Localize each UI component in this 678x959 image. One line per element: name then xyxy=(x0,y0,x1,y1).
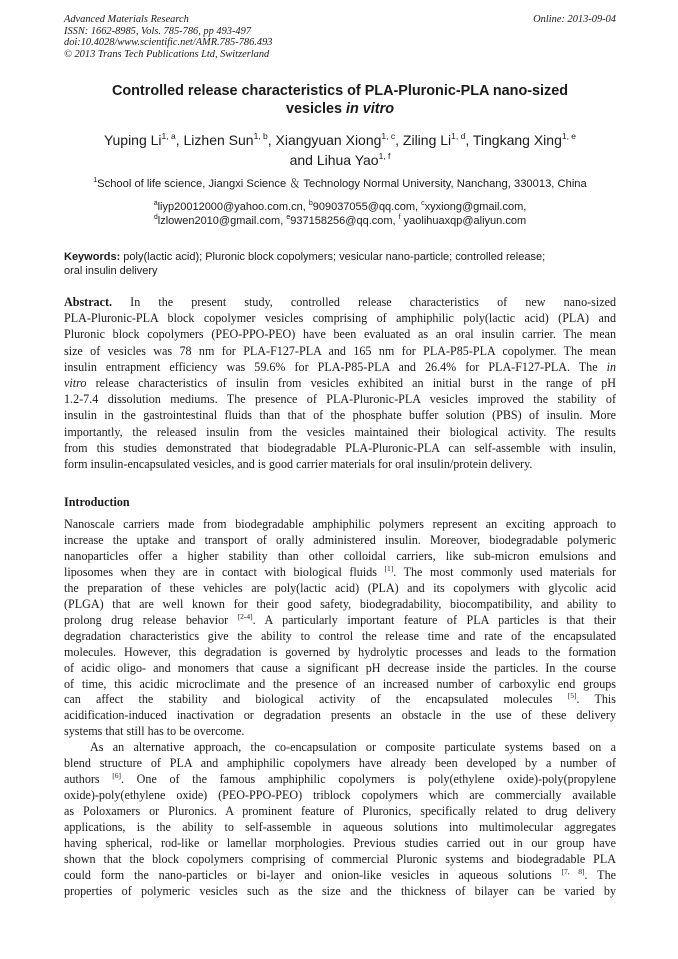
text-line: Nanoscale carriers made from biodegradable amphiphilic polymers represent an exciting approach to xyxy=(64,517,616,531)
keywords: Keywords: poly(lactic acid); Pluronic block copolymers; vesicular nano-particle; controlled release; oral insulin delivery xyxy=(64,251,546,277)
text-line: oxide)-poly(ethylene oxide) (PEO-PPO-PEO) triblock copolymers which are commercially available xyxy=(64,788,616,803)
author-affil: 1, e xyxy=(561,131,577,141)
online-date: Online: 2013-09-04 xyxy=(533,14,616,25)
text-line: (PLGA) that are well known for their good safety, biodegradability, biocompatibility, and ability to xyxy=(64,596,616,611)
author-name: Lizhen Sun xyxy=(183,132,254,148)
email-link[interactable]: lzlowen2010@gmail.com, xyxy=(157,215,287,227)
text-line: acidification-induced inactivation or degradation presents an obstacle in the use of these delivery xyxy=(64,708,616,723)
issn-line: ISSN: 1662-8985, Vols. 785-786, pp 493-497 xyxy=(64,25,252,37)
text-line: shown that the block copolymers comprising of commercial Pluronic systems and biodegradable PLA xyxy=(64,852,616,867)
affiliation: $^1$School of life science, Jiangxi Science ＆ Technology Normal University, Nanchang, 330013, China xyxy=(93,177,587,190)
email-line-1: $^a$liyp20012000@yahoo.com.cn, $^b$909037055@qq.com, $^c$xyxiong@gmail.com, xyxy=(153,200,527,213)
text-line: as Poloxamers or Pluronics. A prominent feature of Pluronics, specifically related to drug delivery xyxy=(64,804,616,819)
title-line-2: vesicles in vitro xyxy=(286,101,394,117)
text-line: liposomes when they are in contact with biological fluids [1]. The most commonly used materials for xyxy=(64,563,616,579)
doi-line: doi:10.4028/www.scientific.net/AMR.785-786.493 xyxy=(64,37,273,49)
title-line-1: Controlled release characteristics of PLA-Pluronic-PLA nano-sized xyxy=(111,83,569,99)
author-affil: 1, d xyxy=(451,131,466,141)
author-line-2 xyxy=(64,150,616,170)
text-line: of time, this acidic microclimate and the presence of an increased number of carboxylic end groups xyxy=(64,676,616,691)
abstract-label: Abstract. xyxy=(64,295,113,309)
text-line: can affect the stability and biological activity of the encapsulated molecules [5]. This xyxy=(64,691,616,707)
text-line: prolong drug release behavior [2-4]. A particularly important feature of PLA particles is that their xyxy=(64,611,616,627)
copyright-line: © 2013 Trans Tech Publications Ltd, Switzerland xyxy=(64,48,270,60)
text-line: of acidic oligo- and monomers that cause a significant pH decrease inside the particles. In the course xyxy=(64,660,616,675)
citation[interactable]: [2-4] xyxy=(237,611,253,621)
section-heading-introduction: Introduction xyxy=(64,495,130,509)
citation[interactable]: [1] xyxy=(384,563,394,573)
text-line: blend structure of PLA and amphiphilic copolymers have already been developed by a number of xyxy=(64,756,616,771)
email-link[interactable]: yaolihuaxqp@aliyun.com xyxy=(400,215,527,227)
abstract: Abstract. In the present study, controlled release characteristics of new nano-sized PLA-Pluronic-PLA block copolymer vesicles comprising of amphiphilic poly(lactic acid) (PLA) and Pluronic block copolymers (PEO-PPO-PEO) have been evaluated as an oral insulin carrier. The mean size of vesicles was 78 nm for PLA-F127-PLA and 165 nm for PLA-P85-PLA copolymer. The mean insulin entrapment efficiency was 59.6% for PLA-P85-PLA and 26.4% for PLA-F127-PLA. The in vitro release characteristics of insulin from vesicles exhibited an initial burst in the range of pH 1.2-7.4 dissolution mediums. The presence of PLA-Pluronic-PLA vesicles improved the stability of insulin in the gastrointestinal fluids than that of the phosphate buffer solution (PBS) of insulin. More importantly, the released insulin from the vesicles maintained their biological activity. The results from this studies demonstrated that biodegradable PLA-Pluronic-PLA can self-assemble with insulin, form insulin-encapsulated vesicles, and is good carrier materials for oral insulin/protein delivery. xyxy=(64,295,616,472)
author-affil: 1, a xyxy=(161,131,176,141)
author-name: Yuping Li xyxy=(103,132,162,148)
paragraph-2 xyxy=(64,740,616,900)
author-affil: 1, c xyxy=(381,131,396,141)
text-line: degradation characteristics give the ability to control the release time and rate of the encapsulated xyxy=(64,628,616,643)
email-link[interactable]: 937158256@qq.com, xyxy=(290,215,399,227)
author-list xyxy=(64,130,616,170)
email-list xyxy=(64,200,616,228)
text-line: nanoparticles offer a higher stability than other colloidal carriers, like sub-micron emulsions and xyxy=(64,548,616,563)
email-link[interactable]: liyp20012000@yahoo.com.cn, xyxy=(157,201,309,213)
citation[interactable]: [5] xyxy=(567,691,577,701)
text-line: applications, is the ability to self-assemble in aqueous solutions into multimolecular aggregates xyxy=(64,820,616,835)
text-line: increase the uptake and transport of orally administered insulin. Moreover, biodegradable polymeric xyxy=(64,532,616,547)
introduction-body xyxy=(64,517,616,900)
journal-name: Advanced Materials Research xyxy=(64,14,189,25)
author-affil: 1, b xyxy=(253,131,268,141)
author-name: Tingkang Xing xyxy=(472,132,562,148)
author-affil: 1, f xyxy=(378,151,391,161)
author-name: Ziling Li xyxy=(402,132,452,148)
email-link[interactable]: xyxiong@gmail.com, xyxy=(424,201,527,213)
text-line: having spherical, rod-like or lamellar morphologies. Previous studies carried out in our group have xyxy=(64,836,616,851)
author-line-1: Yuping Li$^{1, a}$, Lizhen Sun$^{1, b}$, Xiangyuan Xiong$^{1, c}$, Ziling Li$^{1, d}$, Tingkang Xing$^{1, e}$ xyxy=(103,131,577,148)
title-italic: in vitro xyxy=(346,101,394,117)
text-line: systems that still has to be overcome. xyxy=(64,724,245,739)
text-line: molecules. However, this degradation is governed by hydrolytic processes and leads to the formation xyxy=(64,644,616,659)
author-name: Xiangyuan Xiong xyxy=(275,132,382,148)
journal-meta xyxy=(64,14,616,60)
text-line: could form the nano-particles or bi-layer and onion-like vesicles in aqueous solutions [7, 8]. The xyxy=(64,866,616,882)
text-line: properties of polymeric vesicles such as the size and the thickness of bilayer can be varied by xyxy=(64,883,616,898)
text-line: As an alternative approach, the co-encapsulation or composite particulate systems based on a xyxy=(90,740,616,755)
author-name: and Lihua Yao xyxy=(289,152,379,168)
citation[interactable]: [7, 8] xyxy=(561,866,585,876)
paragraph-1 xyxy=(64,517,616,740)
email-link[interactable]: 909037055@qq.com, xyxy=(312,201,422,213)
paper-title xyxy=(64,82,616,118)
text-line: the preparation of these vehicles are poly(lactic acid) (PLA) and its copolymers with glycolic acid xyxy=(64,580,616,595)
citation[interactable]: [6] xyxy=(112,771,121,781)
keywords-label: Keywords: xyxy=(64,251,121,263)
text-line: authors [6]. One of the famous amphiphilic copolymers is poly(ethylene oxide)-poly(propylene xyxy=(64,771,616,787)
email-line-2: $^d$lzlowen2010@gmail.com, $^e$937158256@qq.com, $^f$ yaolihuaxqp@aliyun.com xyxy=(153,214,527,227)
